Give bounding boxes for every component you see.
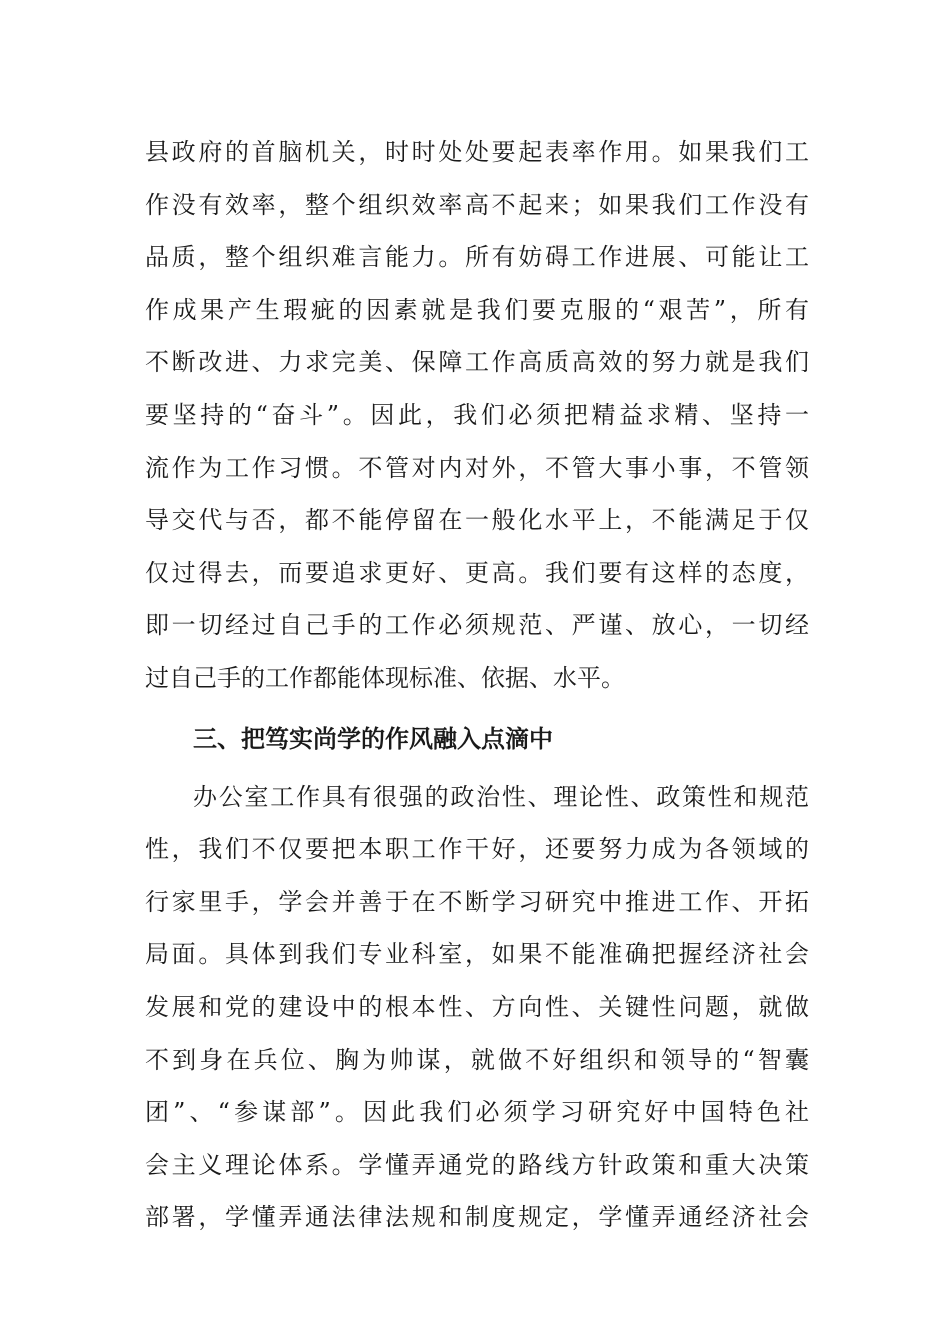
- text-line: 局面。具体到我们专业科室，如果不能准确把握经济社会: [145, 940, 809, 969]
- text-line: 会主义理论体系。学懂弄通党的路线方针政策和重大决策: [145, 1150, 809, 1179]
- text-line: 行家里手，学会并善于在不断学习研究中推进工作、开拓: [145, 887, 809, 916]
- text-line: 流作为工作习惯。不管对内对外，不管大事小事，不管领: [145, 453, 809, 482]
- section-heading: 三、把笃实尚学的作风融入点滴中: [193, 724, 553, 753]
- text-line: 要坚持的“奋斗”。因此，我们必须把精益求精、坚持一: [145, 400, 809, 429]
- text-line: 导交代与否，都不能停留在一般化水平上，不能满足于仅: [145, 506, 809, 535]
- document-body: [145, 126, 809, 1244]
- text-line: 办公室工作具有很强的政治性、理论性、政策性和规范: [193, 782, 809, 811]
- text-line: 团”、“参谋部”。因此我们必须学习研究好中国特色社: [145, 1098, 809, 1127]
- text-line: 不到身在兵位、胸为帅谋，就做不好组织和领导的“智囊: [145, 1045, 809, 1074]
- text-line: 过自己手的工作都能体现标准、依据、水平。: [145, 663, 625, 692]
- text-line: 性，我们不仅要把本职工作干好，还要努力成为各领域的: [145, 835, 809, 864]
- text-line: 不断改进、力求完美、保障工作高质高效的努力就是我们: [145, 348, 809, 377]
- text-line: 即一切经过自己手的工作必须规范、严谨、放心，一切经: [145, 611, 809, 640]
- paragraph-1: [145, 126, 809, 705]
- text-line: 发展和党的建设中的根本性、方向性、关键性问题，就做: [145, 992, 809, 1021]
- text-line: 作没有效率，整个组织效率高不起来；如果我们工作没有: [145, 190, 809, 219]
- text-line: 部署，学懂弄通法律法规和制度规定，学懂弄通经济社会: [145, 1203, 809, 1232]
- text-line: 作成果产生瑕疵的因素就是我们要克服的“艰苦”，所有: [145, 295, 809, 324]
- text-line: 县政府的首脑机关，时时处处要起表率作用。如果我们工: [145, 138, 809, 166]
- text-line: 仅过得去，而要追求更好、更高。我们要有这样的态度，: [145, 558, 809, 587]
- text-line: 品质，整个组织难言能力。所有妨碍工作进展、可能让工: [145, 243, 809, 272]
- paragraph-2: [145, 771, 809, 1244]
